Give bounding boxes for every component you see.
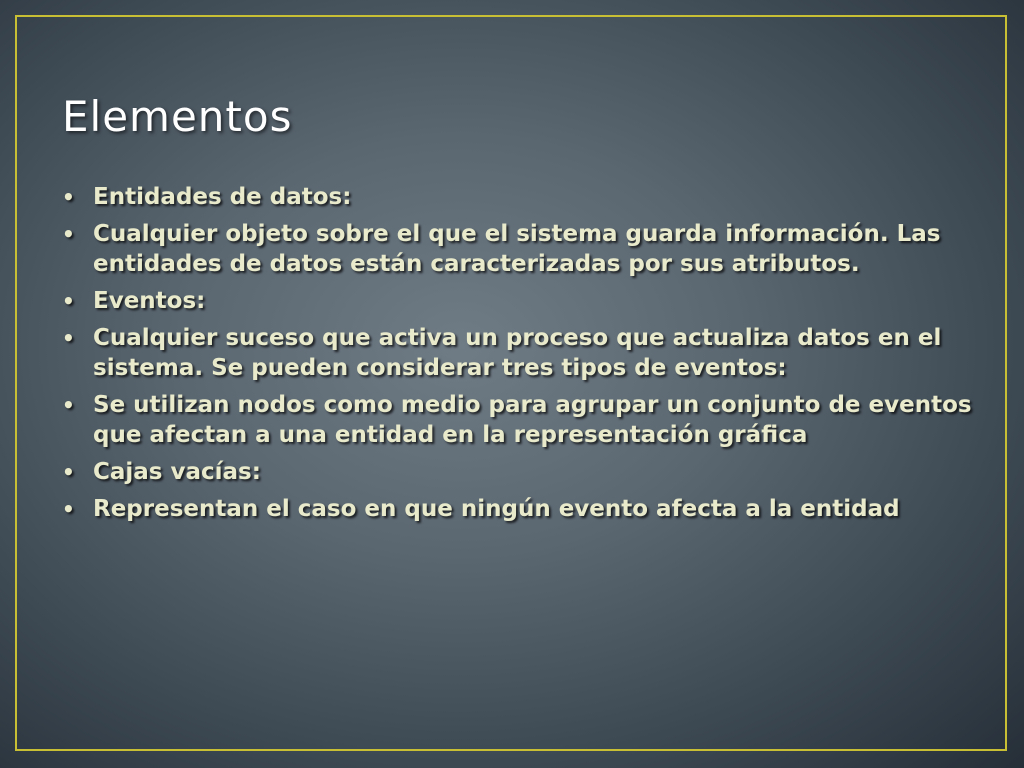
bullet-dot-icon: • — [62, 289, 75, 313]
bullet-item — [62, 182, 982, 212]
bullet-dot-icon: • — [62, 185, 75, 209]
bullet-item — [62, 219, 982, 279]
bullet-text: Cajas vacías: — [93, 459, 261, 485]
bullet-dot-icon: • — [62, 460, 75, 484]
bullet-dot-icon: • — [62, 393, 75, 417]
bullet-item — [62, 286, 982, 316]
bullet-text: Entidades de datos: — [93, 184, 352, 210]
bullet-text: Eventos: — [93, 288, 206, 314]
bullet-item — [62, 323, 982, 383]
bullet-dot-icon: • — [62, 222, 75, 246]
bullet-dot-icon: • — [62, 497, 75, 521]
bullet-text: Representan el caso en que ningún evento afecta a la entidad — [93, 496, 900, 522]
bullet-text: Se utilizan nodos como medio para agrupar un conjunto de eventos que afectan a una entidad en la representación gráfica — [93, 392, 972, 448]
bullet-dot-icon: • — [62, 326, 75, 350]
bullet-list — [62, 182, 982, 531]
bullet-item — [62, 457, 982, 487]
bullet-text: Cualquier objeto sobre el que el sistema guarda información. Las entidades de datos están caracterizadas por sus atributos. — [93, 221, 941, 277]
bullet-item — [62, 494, 982, 524]
bullet-item — [62, 390, 982, 450]
slide-title: Elementos — [62, 92, 293, 141]
bullet-text: Cualquier suceso que activa un proceso que actualiza datos en el sistema. Se pueden considerar tres tipos de eventos: — [93, 325, 942, 381]
